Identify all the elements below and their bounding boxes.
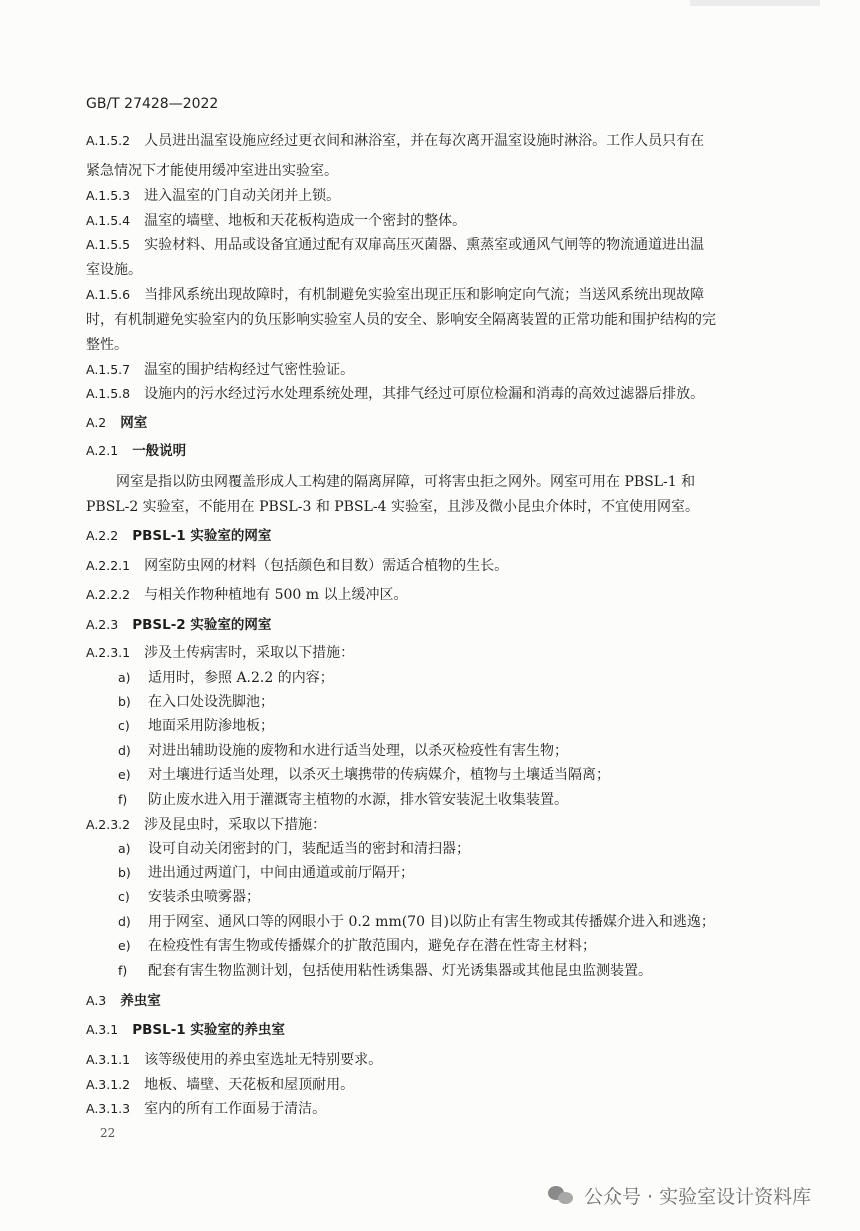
line-text: PBSL-2 实验室，不能用在 PBSL-3 和 PBSL-4 实验室，且涉及微小昆虫介体时，不宜使用网室。 (86, 499, 699, 515)
line-text: 配套有害生物监测计划，包括使用粘性诱集器、灯光诱集器或其他昆虫监测装置。 (148, 963, 652, 979)
line-text: 对进出辅助设施的废物和水进行适当处理，以杀灭检疫性有害生物； (148, 743, 568, 759)
list-item (118, 885, 798, 909)
line-text: 涉及昆虫时，采取以下措施： (144, 817, 327, 833)
text-line (86, 358, 766, 382)
list-marker: c) (118, 889, 130, 904)
list-item (118, 788, 798, 812)
line-text: 整性。 (86, 337, 128, 353)
text-line (86, 495, 766, 519)
list-marker: b) (118, 865, 131, 880)
line-text: 在检疫性有害生物或传播媒介的扩散范围内，避免存在潜在性寄主材料； (148, 938, 596, 954)
clause-number: A.2.3.1 (86, 645, 131, 660)
list-item (118, 666, 798, 690)
line-text: 涉及土传病害时，采取以下措施： (144, 645, 355, 661)
clause-number: A.1.5.3 (86, 188, 131, 203)
list-marker: f) (118, 963, 128, 978)
text-line (86, 333, 766, 357)
line-text: 当排风系统出现故障时，有机制避免实验室出现正压和影响定向气流；当送风系统出现故障 (144, 287, 705, 303)
list-item (118, 690, 798, 714)
text-line (86, 258, 766, 282)
line-text: 网室是指以防虫网覆盖形成人工构建的隔离屏障，可将害虫拒之网外。网室可用在 PBSL-1 和 (116, 474, 696, 490)
line-text: 适用时，参照 A.2.2 的内容； (148, 670, 334, 686)
clause-number: A.2.2.1 (86, 558, 131, 573)
line-text: 地面采用防渗地板； (148, 718, 274, 734)
list-item (118, 714, 798, 738)
clause-number: A.2.3.2 (86, 817, 131, 832)
list-marker: a) (118, 841, 131, 856)
line-text: 时，有机制避免实验室内的负压影响实验室人员的安全、影响安全隔离装置的正常功能和围护结构的完 (86, 312, 716, 328)
line-text: 温室的围护结构经过气密性验证。 (144, 362, 355, 378)
line-text: 在入口处设洗脚池； (148, 694, 274, 710)
line-text: 安装杀虫喷雾器； (148, 889, 260, 905)
clause-number: A.2.2.2 (86, 587, 131, 602)
text-line (86, 159, 766, 183)
line-text: 温室的墙壁、地板和天花板构造成一个密封的整体。 (144, 213, 467, 229)
list-marker: f) (118, 792, 128, 807)
list-item (118, 934, 798, 958)
list-item (118, 910, 798, 934)
list-marker: e) (118, 938, 131, 953)
list-item (118, 837, 798, 861)
standard-code-header: GB/T 27428—2022 (86, 96, 219, 112)
list-item (118, 739, 798, 763)
text-line (86, 184, 766, 208)
line-text: 养虫室 (120, 993, 161, 1009)
clause-number: A.1.5.4 (86, 213, 131, 228)
clause-number: A.2.3 (86, 617, 119, 632)
text-line (86, 1073, 766, 1097)
list-marker: c) (118, 718, 130, 733)
clause-number: A.2 (86, 415, 107, 430)
line-text: 防止废水进入用于灌溉寄主植物的水源，排水管安装泥土收集装置。 (148, 792, 568, 808)
scan-edge-mark (690, 0, 820, 6)
line-text: 网室 (120, 415, 148, 431)
line-text: 对土壤进行适当处理，以杀灭土壤携带的传病媒介，植物与土壤适当隔离； (148, 767, 610, 783)
clause-number: A.1.5.8 (86, 386, 131, 401)
clause-number: A.2.2 (86, 528, 119, 543)
line-text: 进出通过两道门，中间由通道或前厅隔开； (148, 865, 414, 881)
clause-number: A.1.5.7 (86, 362, 131, 377)
section-heading (86, 1018, 766, 1042)
text-line (86, 554, 766, 578)
text-line (86, 382, 766, 406)
clause-number: A.3.1.3 (86, 1101, 131, 1116)
clause-number: A.2.1 (86, 443, 119, 458)
clause-number: A.1.5.2 (86, 133, 131, 148)
line-text: PBSL-1 实验室的养虫室 (132, 1022, 285, 1038)
section-heading (86, 411, 766, 435)
list-marker: e) (118, 767, 131, 782)
line-text: 地板、墙壁、天花板和屋顶耐用。 (144, 1077, 355, 1093)
text-line (86, 283, 766, 307)
clause-number: A.1.5.5 (86, 237, 131, 252)
list-marker: b) (118, 694, 131, 709)
list-item (118, 959, 798, 983)
text-line (86, 129, 766, 153)
text-line (86, 583, 766, 607)
line-text: 网室防虫网的材料（包括颜色和目数）需适合植物的生长。 (144, 558, 509, 574)
line-text: 与相关作物种植地有 500 m 以上缓冲区。 (144, 587, 408, 603)
clause-number: A.3.1.1 (86, 1052, 131, 1067)
section-heading (86, 524, 766, 548)
section-heading (86, 439, 766, 463)
clause-number: A.3.1 (86, 1022, 119, 1037)
line-text: PBSL-2 实验室的网室 (132, 617, 272, 633)
line-text: 实验材料、用品或设备宜通过配有双扉高压灭菌器、熏蒸室或通风气闸等的物流通道进出温 (144, 237, 705, 253)
section-heading (86, 989, 766, 1013)
text-line (86, 308, 766, 332)
watermark-text: 公众号 · 实验室设计资料库 (584, 1185, 812, 1208)
line-text: PBSL-1 实验室的网室 (132, 528, 272, 544)
section-heading (86, 613, 766, 637)
clause-number: A.3.1.2 (86, 1077, 131, 1092)
text-line (116, 470, 796, 494)
clause-number: A.1.5.6 (86, 287, 131, 302)
list-item (118, 763, 798, 787)
line-text: 人员进出温室设施应经过更衣间和淋浴室，并在每次离开温室设施时淋浴。工作人员只有在 (144, 133, 705, 149)
list-marker: d) (118, 914, 131, 929)
line-text: 室设施。 (86, 262, 142, 278)
text-line (86, 813, 766, 837)
list-marker: d) (118, 743, 131, 758)
line-text: 用于网室、通风口等的网眼小于 0.2 mm(70 目)以防止有害生物或其传播媒介进入和逃逸； (148, 914, 715, 930)
text-line (86, 1097, 766, 1121)
line-text: 该等级使用的养虫室选址无特别要求。 (144, 1052, 383, 1068)
watermark (548, 1180, 811, 1210)
line-text: 设可自动关闭密封的门，装配适当的密封和清扫器； (148, 841, 470, 857)
list-item (118, 861, 798, 885)
line-text: 设施内的污水经过污水处理系统处理，其排气经过可原位检漏和消毒的高效过滤器后排放。 (144, 386, 705, 402)
wechat-icon (548, 1184, 574, 1206)
line-text: 进入温室的门自动关闭并上锁。 (144, 188, 341, 204)
text-line (86, 1048, 766, 1072)
text-line (86, 233, 766, 257)
line-text: 一般说明 (132, 443, 187, 459)
text-line (86, 209, 766, 233)
line-text: 紧急情况下才能使用缓冲室进出实验室。 (86, 163, 338, 179)
page-number: 22 (100, 1126, 116, 1140)
line-text: 室内的所有工作面易于清洁。 (144, 1101, 327, 1117)
list-marker: a) (118, 670, 131, 685)
text-line (86, 641, 766, 665)
clause-number: A.3 (86, 993, 107, 1008)
